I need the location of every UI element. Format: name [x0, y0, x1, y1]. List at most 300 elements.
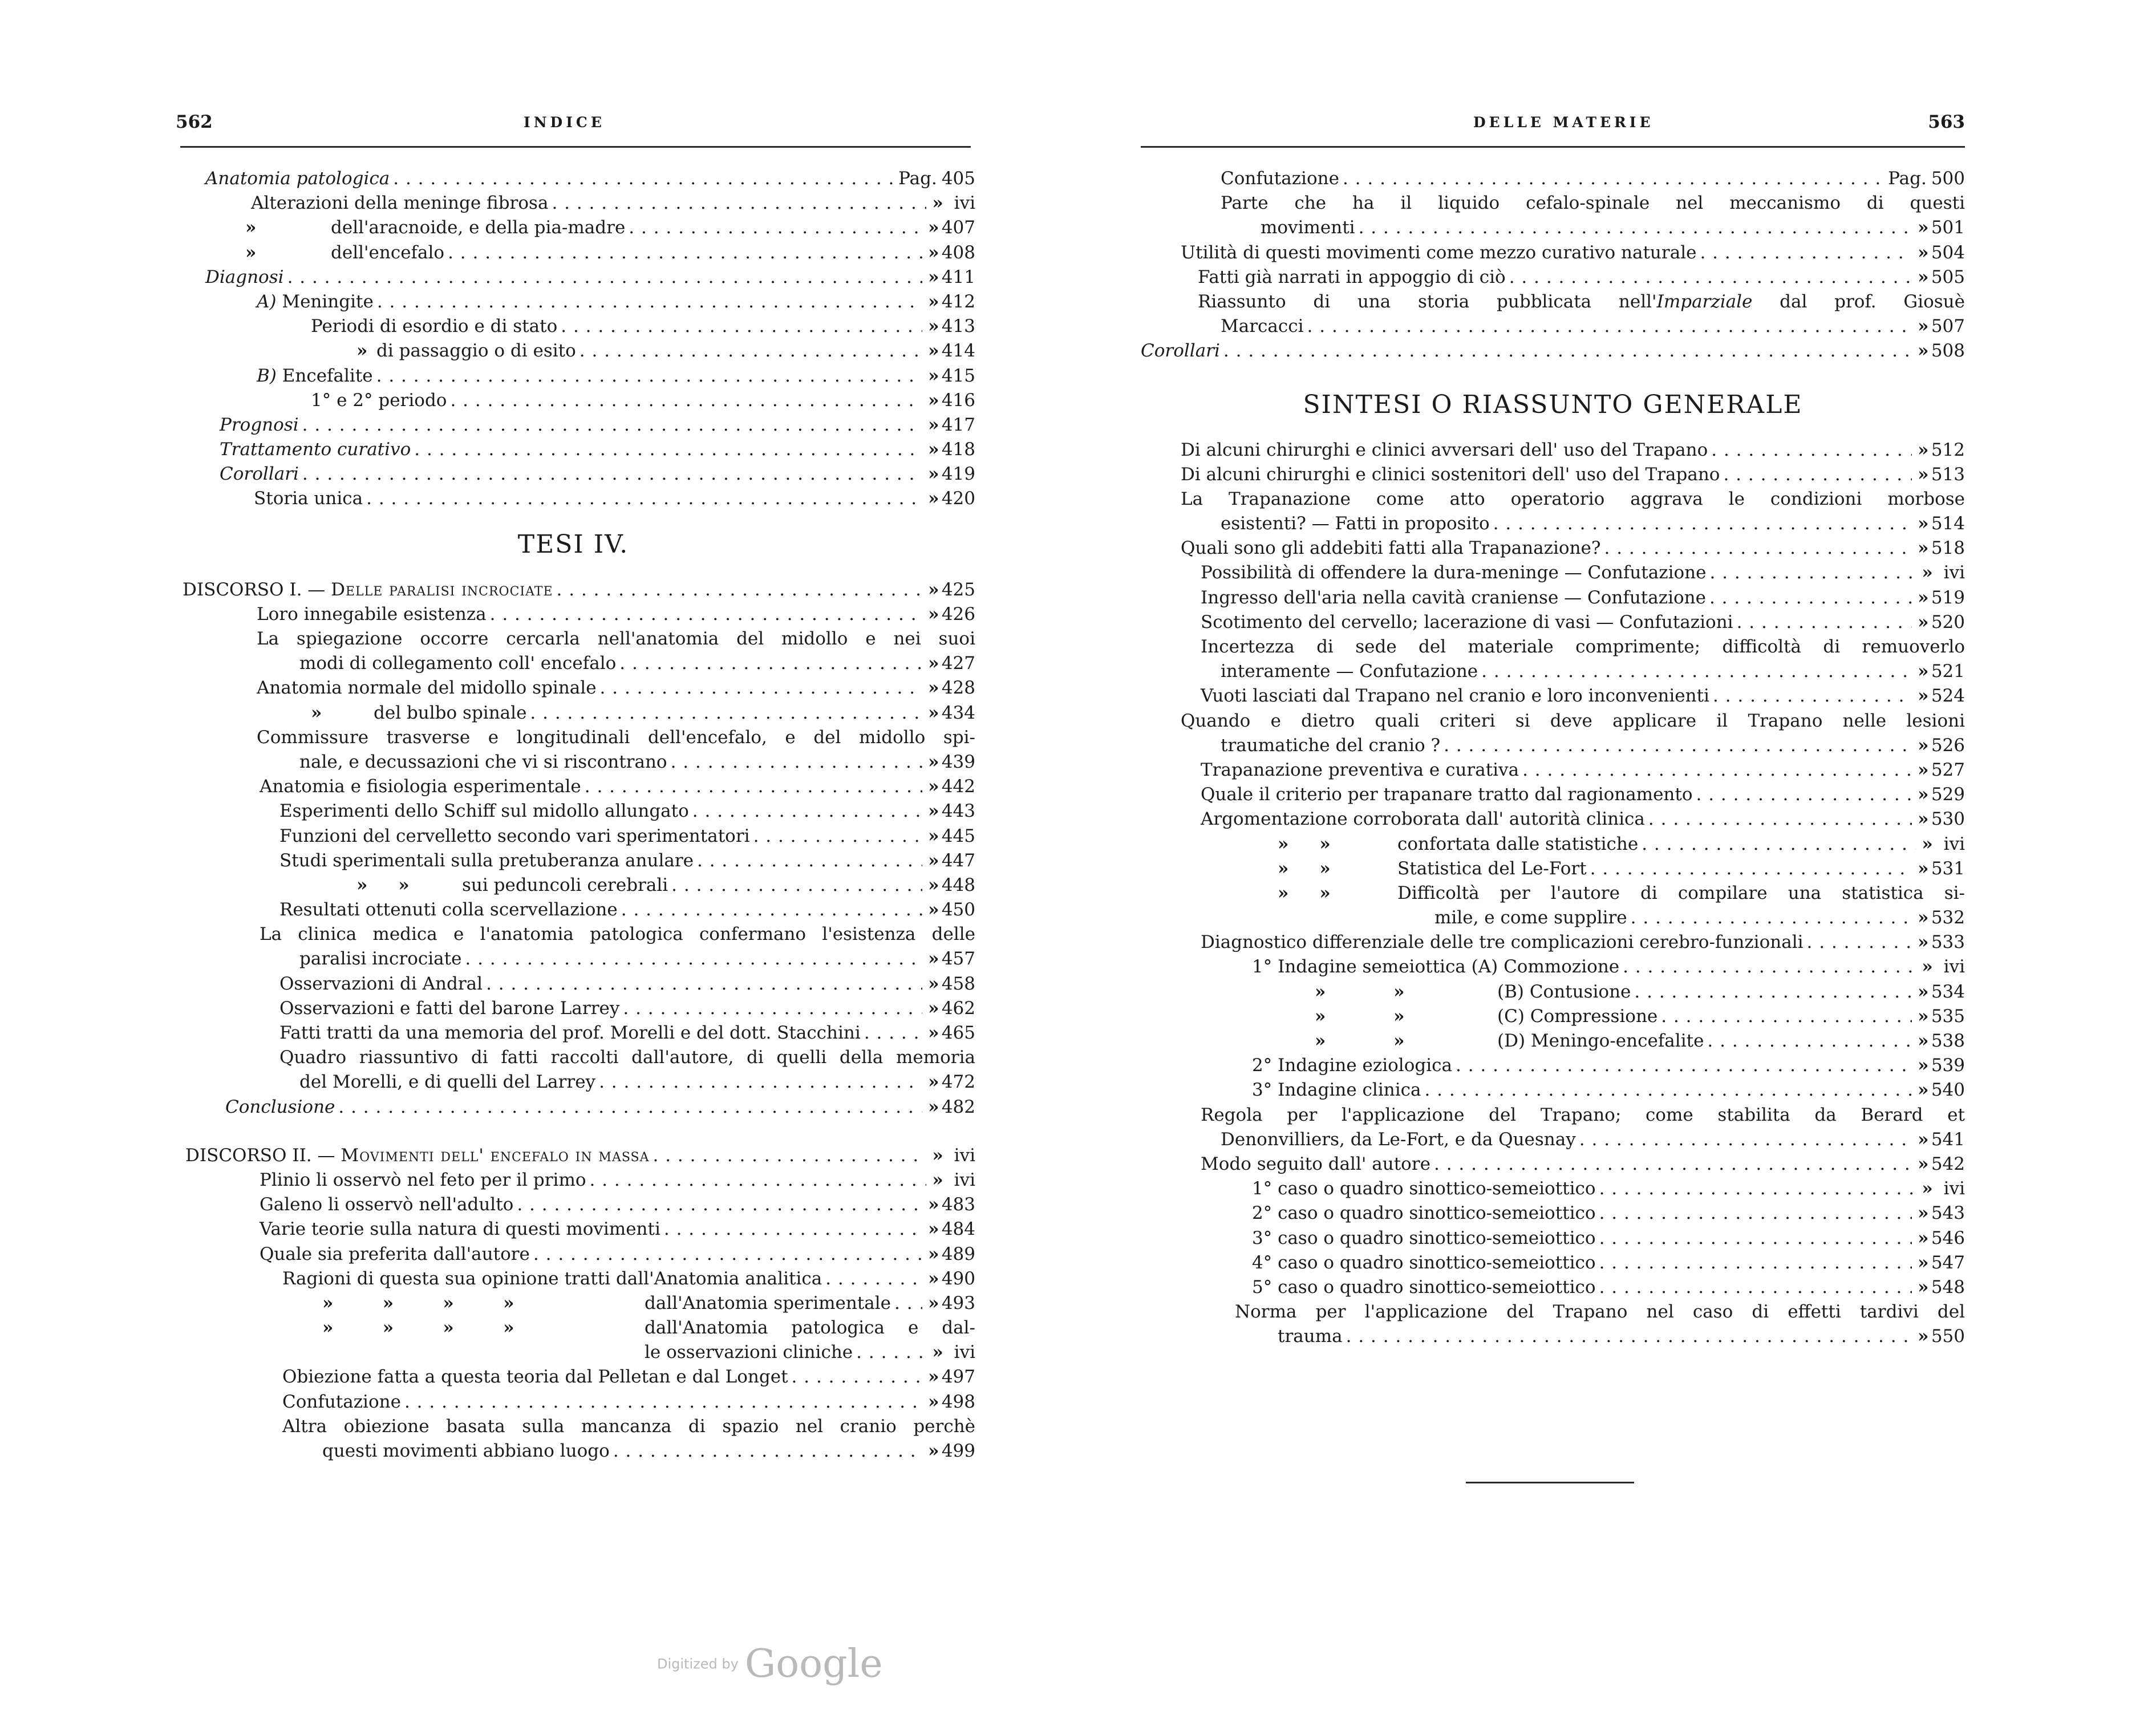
page-ref-mark: »	[928, 217, 939, 238]
dot-leader	[1346, 1324, 1912, 1349]
page-ref: 538	[1931, 1031, 1965, 1051]
entry-text: 5° caso o quadro sinottico-semeiottico	[1252, 1276, 1596, 1298]
entry-title	[1181, 487, 1965, 512]
entry-title	[1434, 906, 1627, 930]
entry-title	[1181, 709, 1965, 733]
page-ref: ivi	[954, 193, 975, 214]
entry-text: Funzioni del cervelletto secondo vari sperimentatori	[279, 825, 750, 846]
toc-entry	[1141, 930, 1965, 955]
entry-title	[260, 1168, 586, 1193]
entry-text: del Morelli, e di quelli del Larrey	[299, 1072, 596, 1093]
page-ref: 405	[941, 168, 975, 189]
toc-entry	[171, 462, 975, 486]
ditto-mark: » »	[1315, 981, 1405, 1002]
page-ref-mark: »	[1918, 1203, 1929, 1224]
entry-text: Di alcuni chirurghi e clinici avversari dell' uso del Trapano	[1181, 439, 1708, 460]
entry-title	[1201, 684, 1709, 708]
toc-entry	[1141, 290, 1965, 314]
dot-leader	[465, 947, 922, 971]
page-ref: 484	[941, 1219, 975, 1240]
toc-entry	[1141, 314, 1965, 339]
dot-leader	[1723, 463, 1911, 487]
toc-entry	[1141, 684, 1965, 708]
entry-text: mile, e come supplire	[1434, 907, 1627, 929]
entry-title	[1201, 930, 1804, 955]
entry-text: 3° caso o quadro sinottico-semeiottico	[1252, 1227, 1596, 1248]
entry-text: movimenti	[1261, 217, 1355, 238]
entry-title	[1221, 512, 1490, 536]
page-ref: 513	[1931, 464, 1965, 485]
dot-leader	[393, 167, 895, 191]
toc-entry	[1141, 512, 1965, 536]
toc-entry	[1141, 1300, 1965, 1324]
dot-leader	[448, 241, 922, 265]
entry-text: La Trapanazione come atto operatorio aggrava le condizioni morbose	[1181, 488, 1965, 509]
toc-entry	[1141, 881, 1965, 906]
page-ref: 534	[1931, 981, 1965, 1002]
entry-title	[279, 972, 483, 996]
ditto-mark: » »	[1278, 833, 1331, 854]
entry-text: dell'aracnoide, e della pia-madre	[331, 217, 626, 238]
entry-title	[1201, 610, 1733, 635]
entry-title	[279, 996, 619, 1021]
entry-text: Confutazione	[1221, 168, 1339, 189]
page-ref-mark: »	[928, 340, 939, 362]
page-ref: ivi	[1943, 1178, 1965, 1199]
dot-leader	[376, 364, 922, 388]
page-ref: 548	[1931, 1276, 1965, 1298]
page-ref-mark: »	[1918, 611, 1929, 632]
toc-entry	[171, 627, 975, 651]
toc-entry	[171, 413, 975, 437]
entry-text: Denonvilliers, da Le-Fort, e da Quesnay	[1221, 1129, 1576, 1150]
page-ref-mark: »	[1918, 661, 1929, 682]
toc-entry	[171, 824, 975, 849]
entry-title	[331, 241, 444, 265]
page-ref: 512	[1931, 439, 1965, 460]
page-ref: 417	[941, 414, 975, 435]
entry-text: La spiegazione occorre cercarla nell'anatomia del midollo e nei suoi	[257, 629, 975, 649]
entry-text: Corollari	[220, 464, 299, 485]
page-ref-mark: »	[1918, 907, 1929, 929]
entry-title	[1221, 733, 1440, 758]
page-ref-mark: »	[1918, 217, 1929, 238]
page-ref-mark: »	[1918, 587, 1929, 608]
ditto-mark: » »	[356, 874, 410, 895]
entry-title	[374, 701, 526, 725]
dot-leader	[1590, 857, 1912, 881]
left-toc	[171, 167, 975, 1463]
page-ref-mark: »	[928, 973, 939, 994]
entry-text: Corollari	[1141, 340, 1220, 362]
toc-entry	[1141, 1004, 1965, 1029]
entry-text: Quali sono gli addebiti fatti alla Trapanazione?	[1181, 538, 1601, 559]
entry-text: Meningite	[282, 291, 374, 312]
entry-title	[311, 388, 447, 413]
entry-text: Confutazione	[282, 1391, 401, 1412]
toc-entry	[171, 799, 975, 824]
toc-entry	[1141, 733, 1965, 758]
page-ref-mark: »	[1918, 513, 1929, 534]
entry-text: Periodi di esordio e di stato	[311, 316, 558, 337]
page-ref: 520	[1931, 611, 1965, 632]
page-ref: 445	[941, 825, 975, 846]
dot-leader	[1642, 832, 1916, 857]
entry-title	[1201, 782, 1693, 807]
page-ref: 419	[941, 464, 975, 485]
dot-leader	[1696, 782, 1912, 807]
entry-title	[183, 578, 553, 602]
dot-leader	[366, 486, 922, 511]
entry-title	[279, 1045, 975, 1070]
page-ref-mark: »	[928, 1219, 939, 1240]
entry-text: Varie teorie sulla natura di questi movimenti	[260, 1219, 660, 1240]
page-ref-mark: »	[928, 653, 939, 674]
entry-text: 1° e 2° periodo	[311, 390, 447, 411]
entry-text: Norma per l'applicazione del Trapano nel caso di effetti tardivi del	[1235, 1302, 1965, 1323]
ditto-mark: »	[245, 217, 257, 238]
dot-leader	[1424, 1078, 1911, 1102]
entry-text: Di alcuni chirurghi e clinici sostenitori dell' uso del Trapano	[1181, 464, 1720, 485]
page-ref-mark: »	[928, 678, 939, 699]
entry-text: Trapanazione preventiva e curativa	[1201, 759, 1519, 780]
entry-title	[1221, 167, 1339, 191]
dot-leader	[1456, 1053, 1912, 1078]
entry-text: trauma	[1278, 1326, 1343, 1347]
entry-text: Galeno li osservò nell'adulto	[260, 1194, 514, 1215]
entry-title	[1181, 536, 1601, 561]
page-ref: 543	[1931, 1203, 1965, 1224]
toc-entry	[171, 1144, 975, 1168]
toc-entry	[1141, 659, 1965, 684]
entry-text: Alterazioni della meninge fibrosa	[251, 193, 549, 214]
page-ref: 412	[941, 291, 975, 312]
page-ref-mark: »	[928, 1268, 939, 1289]
page-ref-mark: »	[928, 825, 939, 846]
page-ref: 465	[941, 1023, 975, 1043]
toc-entry	[171, 1095, 975, 1120]
entry-title	[257, 725, 975, 750]
dot-leader	[1599, 1275, 1912, 1300]
page-ref-mark: »	[928, 1194, 939, 1215]
entry-text: 2° caso o quadro sinottico-semeiottico	[1252, 1203, 1596, 1224]
entry-title	[1201, 758, 1519, 782]
page-ref-mark: »	[928, 291, 939, 312]
entry-title	[1252, 1251, 1596, 1275]
entry-text: del bulbo spinale	[374, 702, 527, 723]
entry-text: Regola per l'applicazione del Trapano; come stabilita da Berard et	[1201, 1104, 1965, 1125]
page-ref: ivi	[1943, 562, 1965, 583]
dot-leader	[1444, 733, 1912, 758]
ditto-mark: » »	[1278, 882, 1331, 903]
toc-entry	[171, 191, 975, 216]
dot-leader	[664, 1217, 922, 1242]
page-ref: ivi	[954, 1145, 975, 1166]
dot-leader	[894, 1291, 922, 1316]
page-ref-mark: »	[1918, 1326, 1929, 1347]
ditto-mark: » » » »	[322, 1292, 514, 1313]
page-ref: 519	[1931, 587, 1965, 608]
toc-entry	[1141, 832, 1965, 857]
entry-text: Marcacci	[1221, 316, 1304, 337]
page-ref: 489	[941, 1243, 975, 1264]
entry-title	[1221, 314, 1304, 339]
entry-text: Incertezza di sede del materiale comprimente; difficoltà di remuoverlo	[1201, 636, 1965, 657]
entry-title	[251, 191, 548, 216]
dot-leader	[629, 216, 922, 240]
dot-leader	[517, 1193, 922, 1217]
entry-text: paralisi incrociate	[299, 948, 462, 970]
page-ref-mark: Pag.	[1888, 168, 1927, 189]
dot-leader	[653, 1144, 927, 1168]
toc-entry	[171, 1340, 975, 1365]
entry-title	[1181, 438, 1708, 463]
dot-leader	[486, 972, 922, 996]
page-ref: 507	[1931, 316, 1965, 337]
page-ref: 418	[941, 439, 975, 460]
entry-title	[260, 1217, 660, 1242]
dot-leader	[287, 265, 922, 290]
right-header-rule	[1141, 146, 1965, 148]
toc-entry	[171, 437, 975, 462]
entry-text: Quale sia preferita dall'autore	[260, 1243, 530, 1264]
dot-leader	[450, 388, 922, 413]
end-rule	[1466, 1482, 1634, 1483]
page-ref-mark: »	[928, 1292, 939, 1313]
dot-leader	[302, 462, 922, 486]
dot-leader	[1599, 1177, 1916, 1201]
page-ref-mark: »	[1922, 833, 1933, 854]
entry-title	[1397, 857, 1587, 881]
dot-leader	[1604, 536, 1912, 561]
toc-entry	[171, 602, 975, 627]
dot-leader	[1434, 1152, 1912, 1177]
page-ref-mark: »	[928, 1023, 939, 1043]
page-ref: 527	[1931, 759, 1965, 780]
entry-title	[1252, 1177, 1596, 1201]
entry-text: Modo seguito dall' autore	[1201, 1153, 1430, 1174]
entry-title	[279, 799, 689, 824]
entry-title	[1252, 1053, 1452, 1078]
entry-title	[1397, 832, 1638, 857]
page-ref: 439	[941, 751, 975, 772]
entry-title	[376, 339, 576, 363]
right-toc	[1141, 167, 1965, 1349]
entry-title	[331, 216, 625, 240]
page-ref: 518	[1931, 538, 1965, 559]
page-ref-mark: »	[932, 1342, 943, 1363]
toc-entry	[1141, 1275, 1965, 1300]
page-ref: 499	[941, 1441, 975, 1461]
entry-text: Studi sperimentali sulla pretuberanza anulare	[279, 850, 694, 871]
toc-entry	[171, 486, 975, 511]
toc-spacer	[171, 512, 975, 528]
page-ref: ivi	[954, 1169, 975, 1190]
dot-leader	[552, 191, 926, 216]
page-ref: 526	[1931, 735, 1965, 756]
page-ref-mark: »	[928, 266, 939, 287]
page-ref: 425	[941, 579, 975, 600]
ditto-mark: » »	[1315, 1031, 1405, 1051]
page-ref-mark: »	[1918, 1129, 1929, 1150]
toc-entry	[1141, 1078, 1965, 1102]
toc-entry	[1141, 167, 1965, 191]
entry-title	[1198, 265, 1506, 290]
entry-text: Scotimento del cervello; lacerazione di vasi — Confutazioni	[1201, 611, 1733, 632]
entry-text: Plinio li osservò nel feto per il primo	[260, 1169, 586, 1190]
dot-leader	[579, 339, 922, 363]
toc-entry	[1141, 1128, 1965, 1152]
page-ref: 434	[941, 702, 975, 723]
toc-entry	[171, 701, 975, 725]
page-ref-mark: »	[1918, 242, 1929, 263]
toc-spacer	[1141, 364, 1965, 388]
entry-italic: Imparziale	[1656, 291, 1753, 312]
entry-title	[299, 947, 461, 971]
entry-text: Diagnostico differenziale delle tre complicazioni cerebro-funzionali	[1201, 932, 1804, 953]
dot-leader	[1709, 586, 1912, 610]
entry-title	[1201, 635, 1965, 659]
entry-title	[220, 437, 411, 462]
dot-leader	[404, 1390, 922, 1414]
page-ref: 521	[1931, 661, 1965, 682]
toc-entry	[1141, 487, 1965, 512]
page-ref: 541	[1931, 1129, 1965, 1150]
toc-entry	[171, 1242, 975, 1267]
page-ref: 443	[941, 801, 975, 822]
entry-title	[260, 775, 581, 799]
ditto-mark: »	[311, 702, 322, 723]
toc-entry	[1141, 782, 1965, 807]
entry-title	[260, 922, 975, 947]
dot-leader	[1737, 610, 1912, 635]
page-ref-mark: »	[1918, 932, 1929, 953]
toc-entry	[1141, 1029, 1965, 1053]
dot-leader	[1599, 1226, 1912, 1251]
entry-title	[1252, 955, 1619, 979]
dot-leader	[557, 578, 922, 602]
right-running-title: DELLE MATERIE	[1473, 114, 1654, 131]
dot-leader	[864, 1021, 922, 1045]
toc-entry	[171, 947, 975, 971]
page-ref: 529	[1931, 784, 1965, 805]
entry-title	[1221, 659, 1478, 684]
entry-title	[299, 1070, 595, 1094]
toc-entry	[1141, 1251, 1965, 1275]
page-ref: 408	[941, 242, 975, 263]
left-page-number: 562	[176, 112, 213, 132]
page-ref-mark: »	[1918, 1276, 1929, 1298]
dot-leader	[1634, 980, 1911, 1004]
toc-entry	[171, 241, 975, 265]
page-ref-mark: »	[928, 1441, 939, 1461]
entry-smallcaps: Delle paralisi incrociate	[331, 579, 553, 600]
dot-leader	[338, 1095, 922, 1120]
page-ref: 428	[941, 678, 975, 699]
entry-title	[1221, 1128, 1576, 1152]
page-ref: 448	[941, 874, 975, 895]
toc-entry	[171, 1316, 975, 1340]
entry-text: La clinica medica e l'anatomia patologica confermano l'esistenza delle	[260, 924, 975, 945]
page-ref: 483	[941, 1194, 975, 1215]
entry-title	[225, 1095, 335, 1120]
page-ref-mark: »	[928, 579, 939, 600]
dot-leader	[1707, 1029, 1911, 1053]
page-ref-mark: »	[1918, 1055, 1929, 1076]
toc-entry	[1141, 955, 1965, 979]
dot-leader	[692, 799, 922, 824]
entry-text: 3° Indagine clinica	[1252, 1080, 1421, 1101]
page-ref: 505	[1931, 266, 1965, 287]
entry-text: Ragioni di questa sua opinione tratti dall'Anatomia analitica	[282, 1268, 822, 1289]
entry-text: Argomentazione corroborata dall' autorità clinica	[1201, 809, 1645, 830]
toc-entry	[1141, 758, 1965, 782]
page-ref: 407	[941, 217, 975, 238]
entry-title	[299, 651, 616, 676]
page-ref-mark: »	[928, 365, 939, 386]
page-ref-mark: »	[928, 390, 939, 411]
dot-leader	[1223, 339, 1912, 363]
entry-title	[1252, 1226, 1596, 1251]
entry-title	[1235, 1300, 1965, 1324]
toc-entry	[1141, 265, 1965, 290]
entry-title	[279, 849, 694, 873]
toc-entry	[171, 1070, 975, 1094]
page-ref-mark: »	[1918, 735, 1929, 756]
page-ref-mark: »	[928, 439, 939, 460]
entry-title	[1141, 339, 1220, 363]
dot-leader	[600, 676, 922, 700]
page-ref: 414	[941, 340, 975, 362]
page-ref: 497	[941, 1367, 975, 1388]
entry-text: dell'encefalo	[331, 242, 445, 263]
entry-text: Obiezione fatta a questa teoria dal Pelletan e dal Longet	[282, 1367, 788, 1388]
entry-text: Difficoltà per l'autore di compilare una statistica si-	[1397, 882, 1965, 903]
dot-leader	[1481, 659, 1912, 684]
page-ref-mark: »	[928, 488, 939, 509]
entry-title	[282, 1365, 788, 1389]
entry-title	[257, 627, 975, 651]
toc-entry	[171, 725, 975, 750]
toc-entry	[1141, 807, 1965, 832]
entry-text: DISCORSO II. —	[185, 1145, 341, 1166]
page-ref: 482	[941, 1096, 975, 1117]
ditto-mark: » » » »	[322, 1317, 514, 1339]
toc-entry	[1141, 191, 1965, 216]
dot-leader	[377, 290, 922, 314]
page-ref: 472	[941, 1072, 975, 1093]
entry-title	[1261, 216, 1355, 240]
entry-title	[1497, 980, 1631, 1004]
entry-text: Trattamento curativo	[220, 439, 411, 460]
dot-leader	[533, 1242, 922, 1267]
dot-leader	[792, 1365, 922, 1389]
entry-title	[279, 1021, 861, 1045]
toc-entry	[1141, 438, 1965, 463]
entry-text: Quadro riassuntivo di fatti raccolti dall'autore, di quelli della memoria	[279, 1047, 975, 1068]
page-ref: ivi	[1943, 956, 1965, 978]
dot-leader	[1599, 1251, 1912, 1275]
entry-letter: A)	[257, 291, 282, 312]
toc-entry	[1141, 339, 1965, 363]
entry-title	[1252, 1078, 1421, 1102]
entry-text: Diagnosi	[205, 266, 284, 287]
entry-text: traumatiche del cranio ?	[1221, 735, 1441, 756]
entry-title	[260, 1193, 513, 1217]
entry-title	[205, 265, 284, 290]
page-ref-mark: »	[1918, 759, 1929, 780]
entry-text: di passaggio o di esito	[376, 340, 576, 362]
